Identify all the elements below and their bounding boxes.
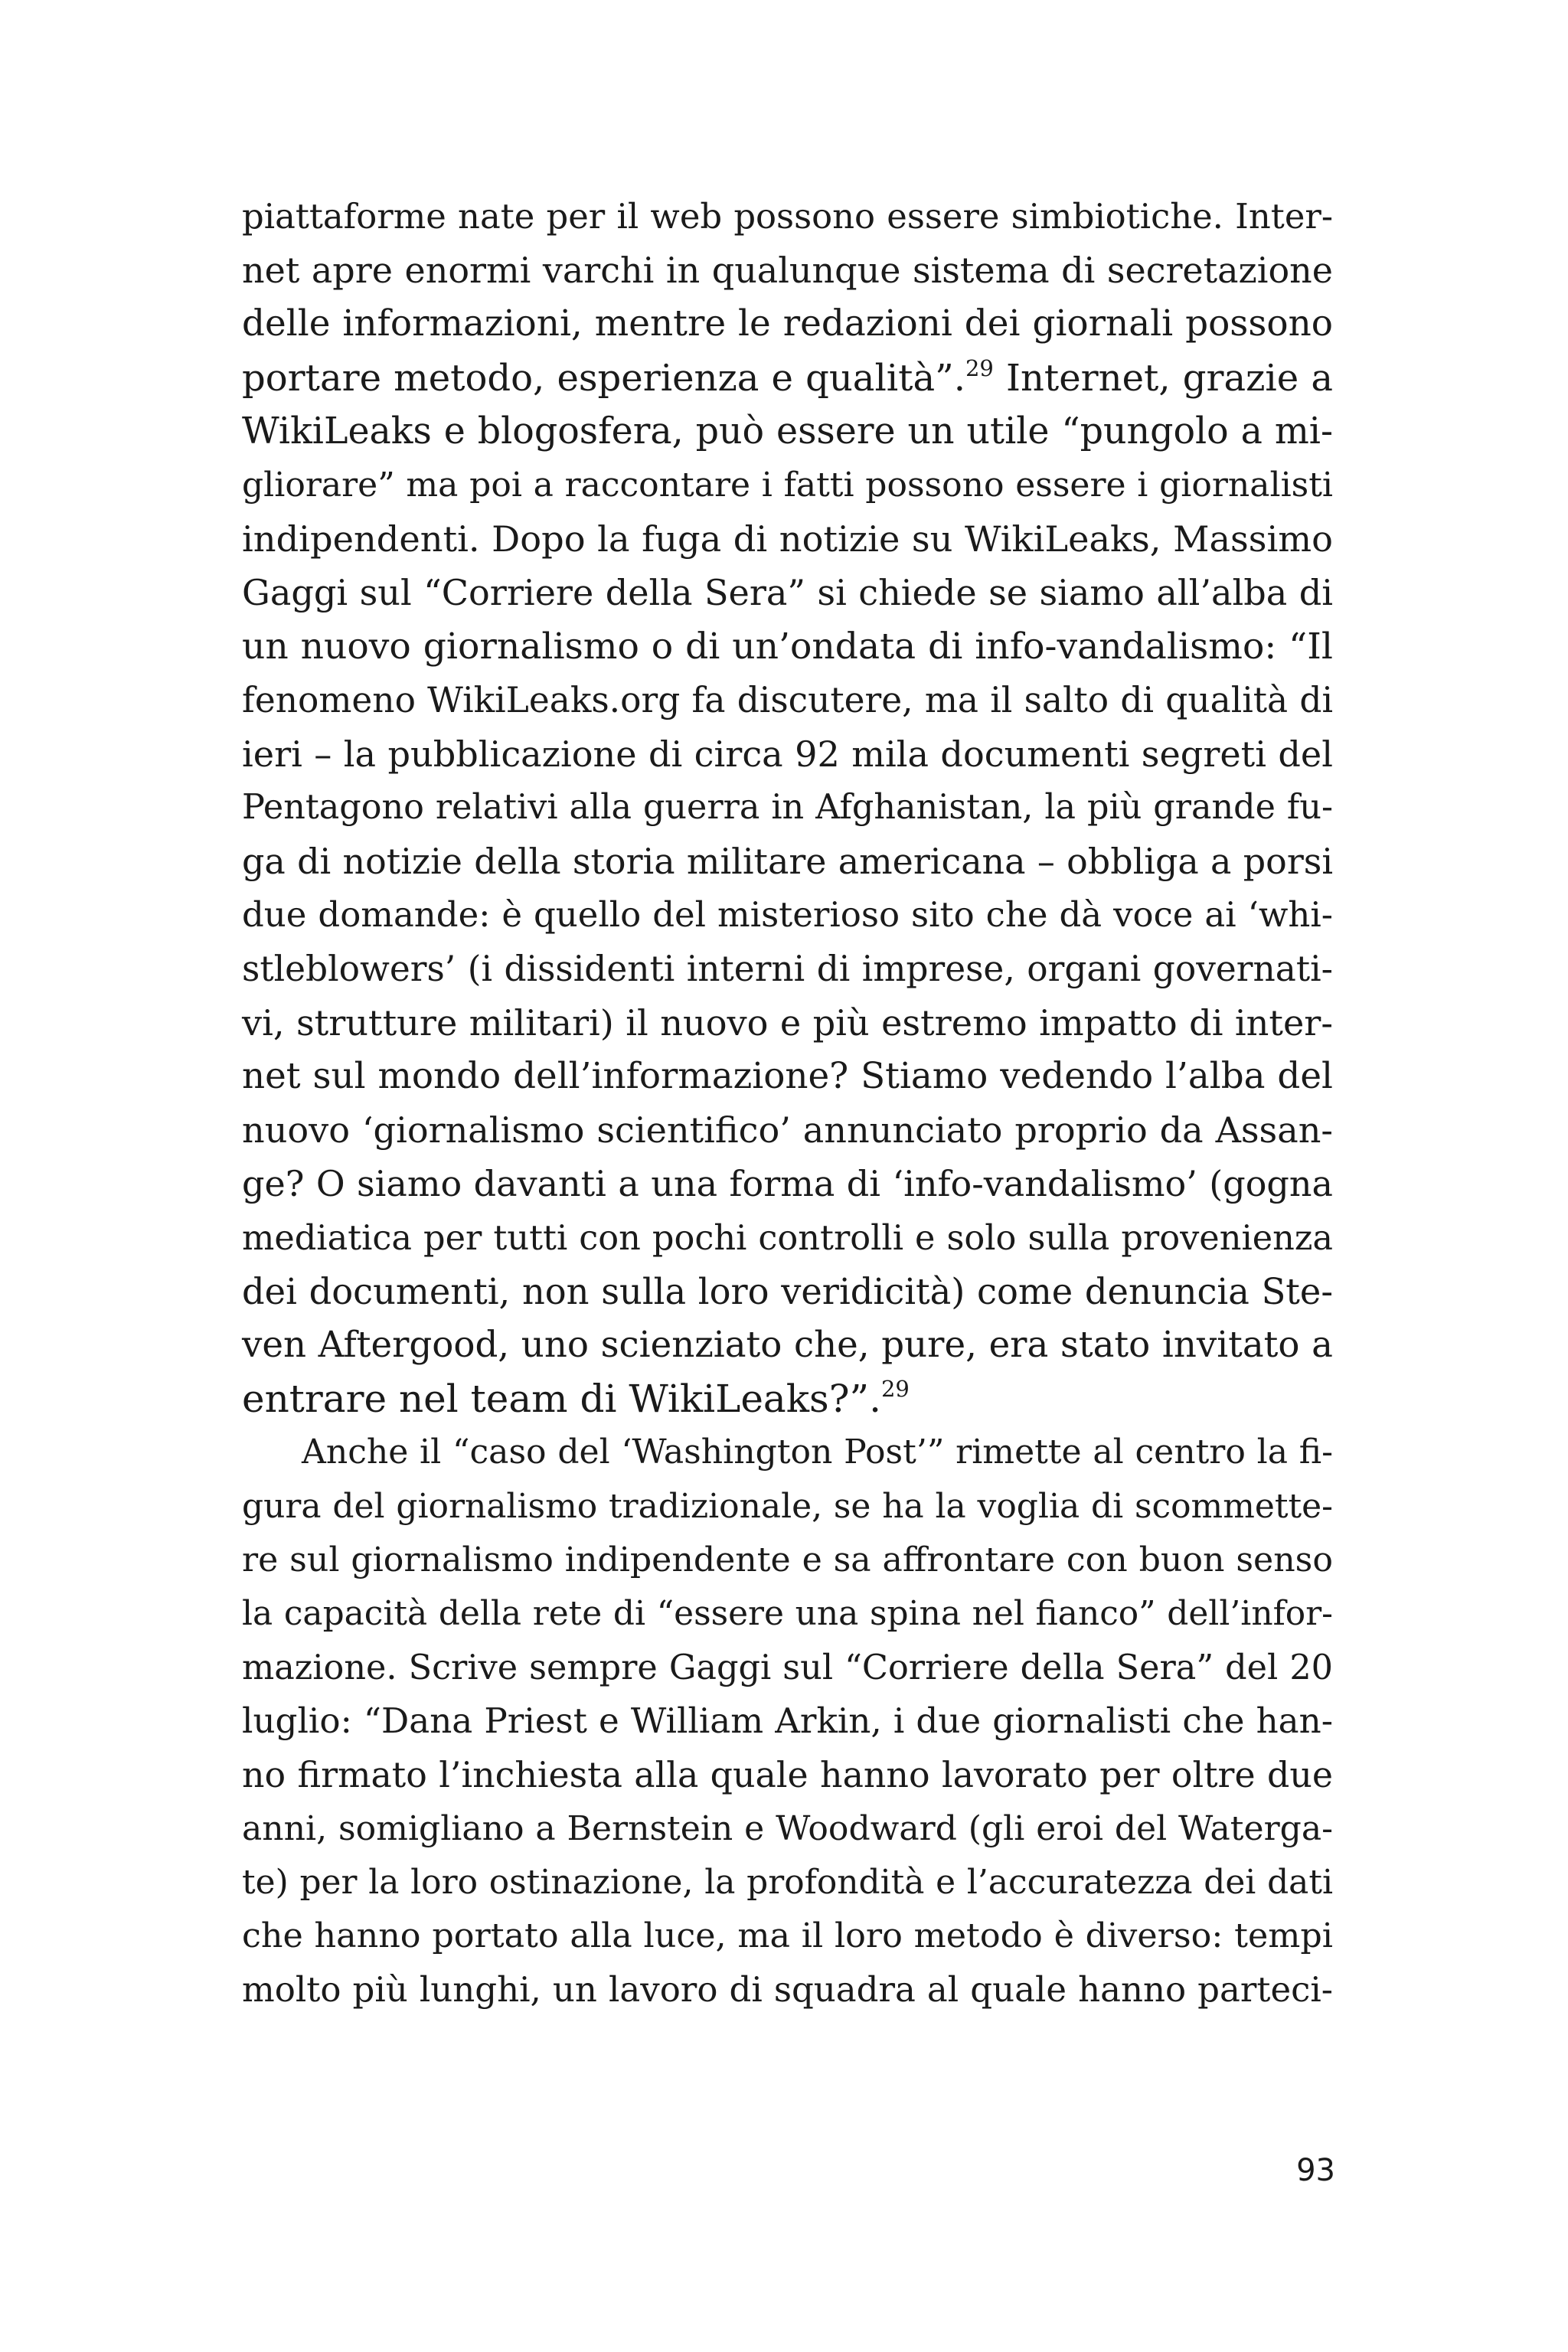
text-line: ge? O siamo davanti a una forma di ‘info-vandalismo’ (gogna	[242, 1163, 1333, 1205]
text-line: net sul mondo dell’informazione? Stiamo vedendo l’alba del	[242, 1056, 1333, 1097]
text-line: no firmato l’inchiesta alla quale hanno lavorato per oltre due	[242, 1754, 1333, 1796]
text-line: molto più lunghi, un lavoro di squadra al quale hanno parteci-	[242, 1969, 1333, 2011]
text-line	[242, 351, 1333, 405]
text-segment: entrare nel team di WikiLeaks?”.	[242, 1377, 881, 1422]
text-line: ven Aftergood, uno scienziato che, pure, era stato invitato a	[242, 1324, 1333, 1366]
text-line: indipendenti. Dopo la fuga di notizie su WikiLeaks, Massimo	[242, 518, 1333, 560]
text-line: che hanno portato alla luce, ma il loro metodo è diverso: tempi	[242, 1916, 1333, 1955]
text-line: due domande: è quello del misterioso sito che dà voce ai ‘whi-	[242, 894, 1333, 936]
text-line: ga di notizie della storia militare americana – obbliga a porsi	[242, 841, 1333, 883]
text-line: nuovo ‘giornalismo scientifico’ annunciato proprio da Assan-	[242, 1109, 1333, 1152]
footnote-marker: 29	[880, 1376, 910, 1403]
text-segment: portare metodo, esperienza e qualità”.	[242, 356, 965, 400]
text-line: Anche il “caso del ‘Washington Post’” rimette al centro la fi-	[302, 1432, 1333, 1472]
text-line: la capacità della rete di “essere una spina nel fianco” dell’infor-	[242, 1593, 1333, 1633]
text-line: net apre enormi varchi in qualunque sistema di secretazione	[242, 250, 1333, 292]
paragraph-1	[242, 190, 1333, 1426]
text-line: mediatica per tutti con pochi controlli e solo sulla provenienza	[242, 1217, 1333, 1258]
text-line: delle informazioni, mentre le redazioni dei giornali possono	[242, 303, 1333, 345]
text-line: stleblowers’ (i dissidenti interni di imprese, organi governati-	[242, 948, 1333, 989]
text-segment: Internet, grazie a	[993, 356, 1333, 400]
text-line: un nuovo giornalismo o di un’ondata di info-vandalismo: “Il	[242, 625, 1333, 668]
text-line: re sul giornalismo indipendente e sa affrontare con buon senso	[242, 1540, 1333, 1579]
text-line: mazione. Scrive sempre Gaggi sul “Corriere della Sera” del 20	[242, 1648, 1333, 1688]
body-text	[242, 190, 1333, 2017]
paragraph-2	[242, 1426, 1333, 2017]
text-line: Pentagono relativi alla guerra in Afghanistan, la più grande fu-	[242, 788, 1333, 828]
footnote-marker: 29	[965, 354, 994, 381]
text-line: gura del giornalismo tradizionale, se ha la voglia di scommette-	[242, 1486, 1333, 1526]
text-line: te) per la loro ostinazione, la profondità e l’accuratezza dei dati	[242, 1862, 1333, 1902]
text-line: gliorare” ma poi a raccontare i fatti possono essere i giornalisti	[242, 465, 1333, 505]
text-line: WikiLeaks e blogosfera, può essere un utile “pungolo a mi-	[242, 410, 1333, 452]
text-line: luglio: “Dana Priest e William Arkin, i due giornalisti che han-	[242, 1700, 1333, 1742]
text-line: vi, strutture militari) il nuovo e più estremo impatto di inter-	[242, 1001, 1333, 1044]
text-line: ieri – la pubblicazione di circa 92 mila documenti segreti del	[242, 733, 1333, 775]
text-line: fenomeno WikiLeaks.org fa discutere, ma il salto di qualità di	[242, 679, 1333, 720]
text-line: dei documenti, non sulla loro veridicità) come denuncia Ste-	[242, 1270, 1333, 1312]
text-line: anni, somigliano a Bernstein e Woodward (gli eroi del Waterga-	[242, 1808, 1333, 1848]
text-line: piattaforme nate per il web possono essere simbiotiche. Inter-	[242, 196, 1333, 237]
text-line	[242, 1372, 1333, 1426]
text-line: Gaggi sul “Corriere della Sera” si chiede se siamo all’alba di	[242, 572, 1333, 614]
page-number: 93	[1296, 2153, 1335, 2188]
